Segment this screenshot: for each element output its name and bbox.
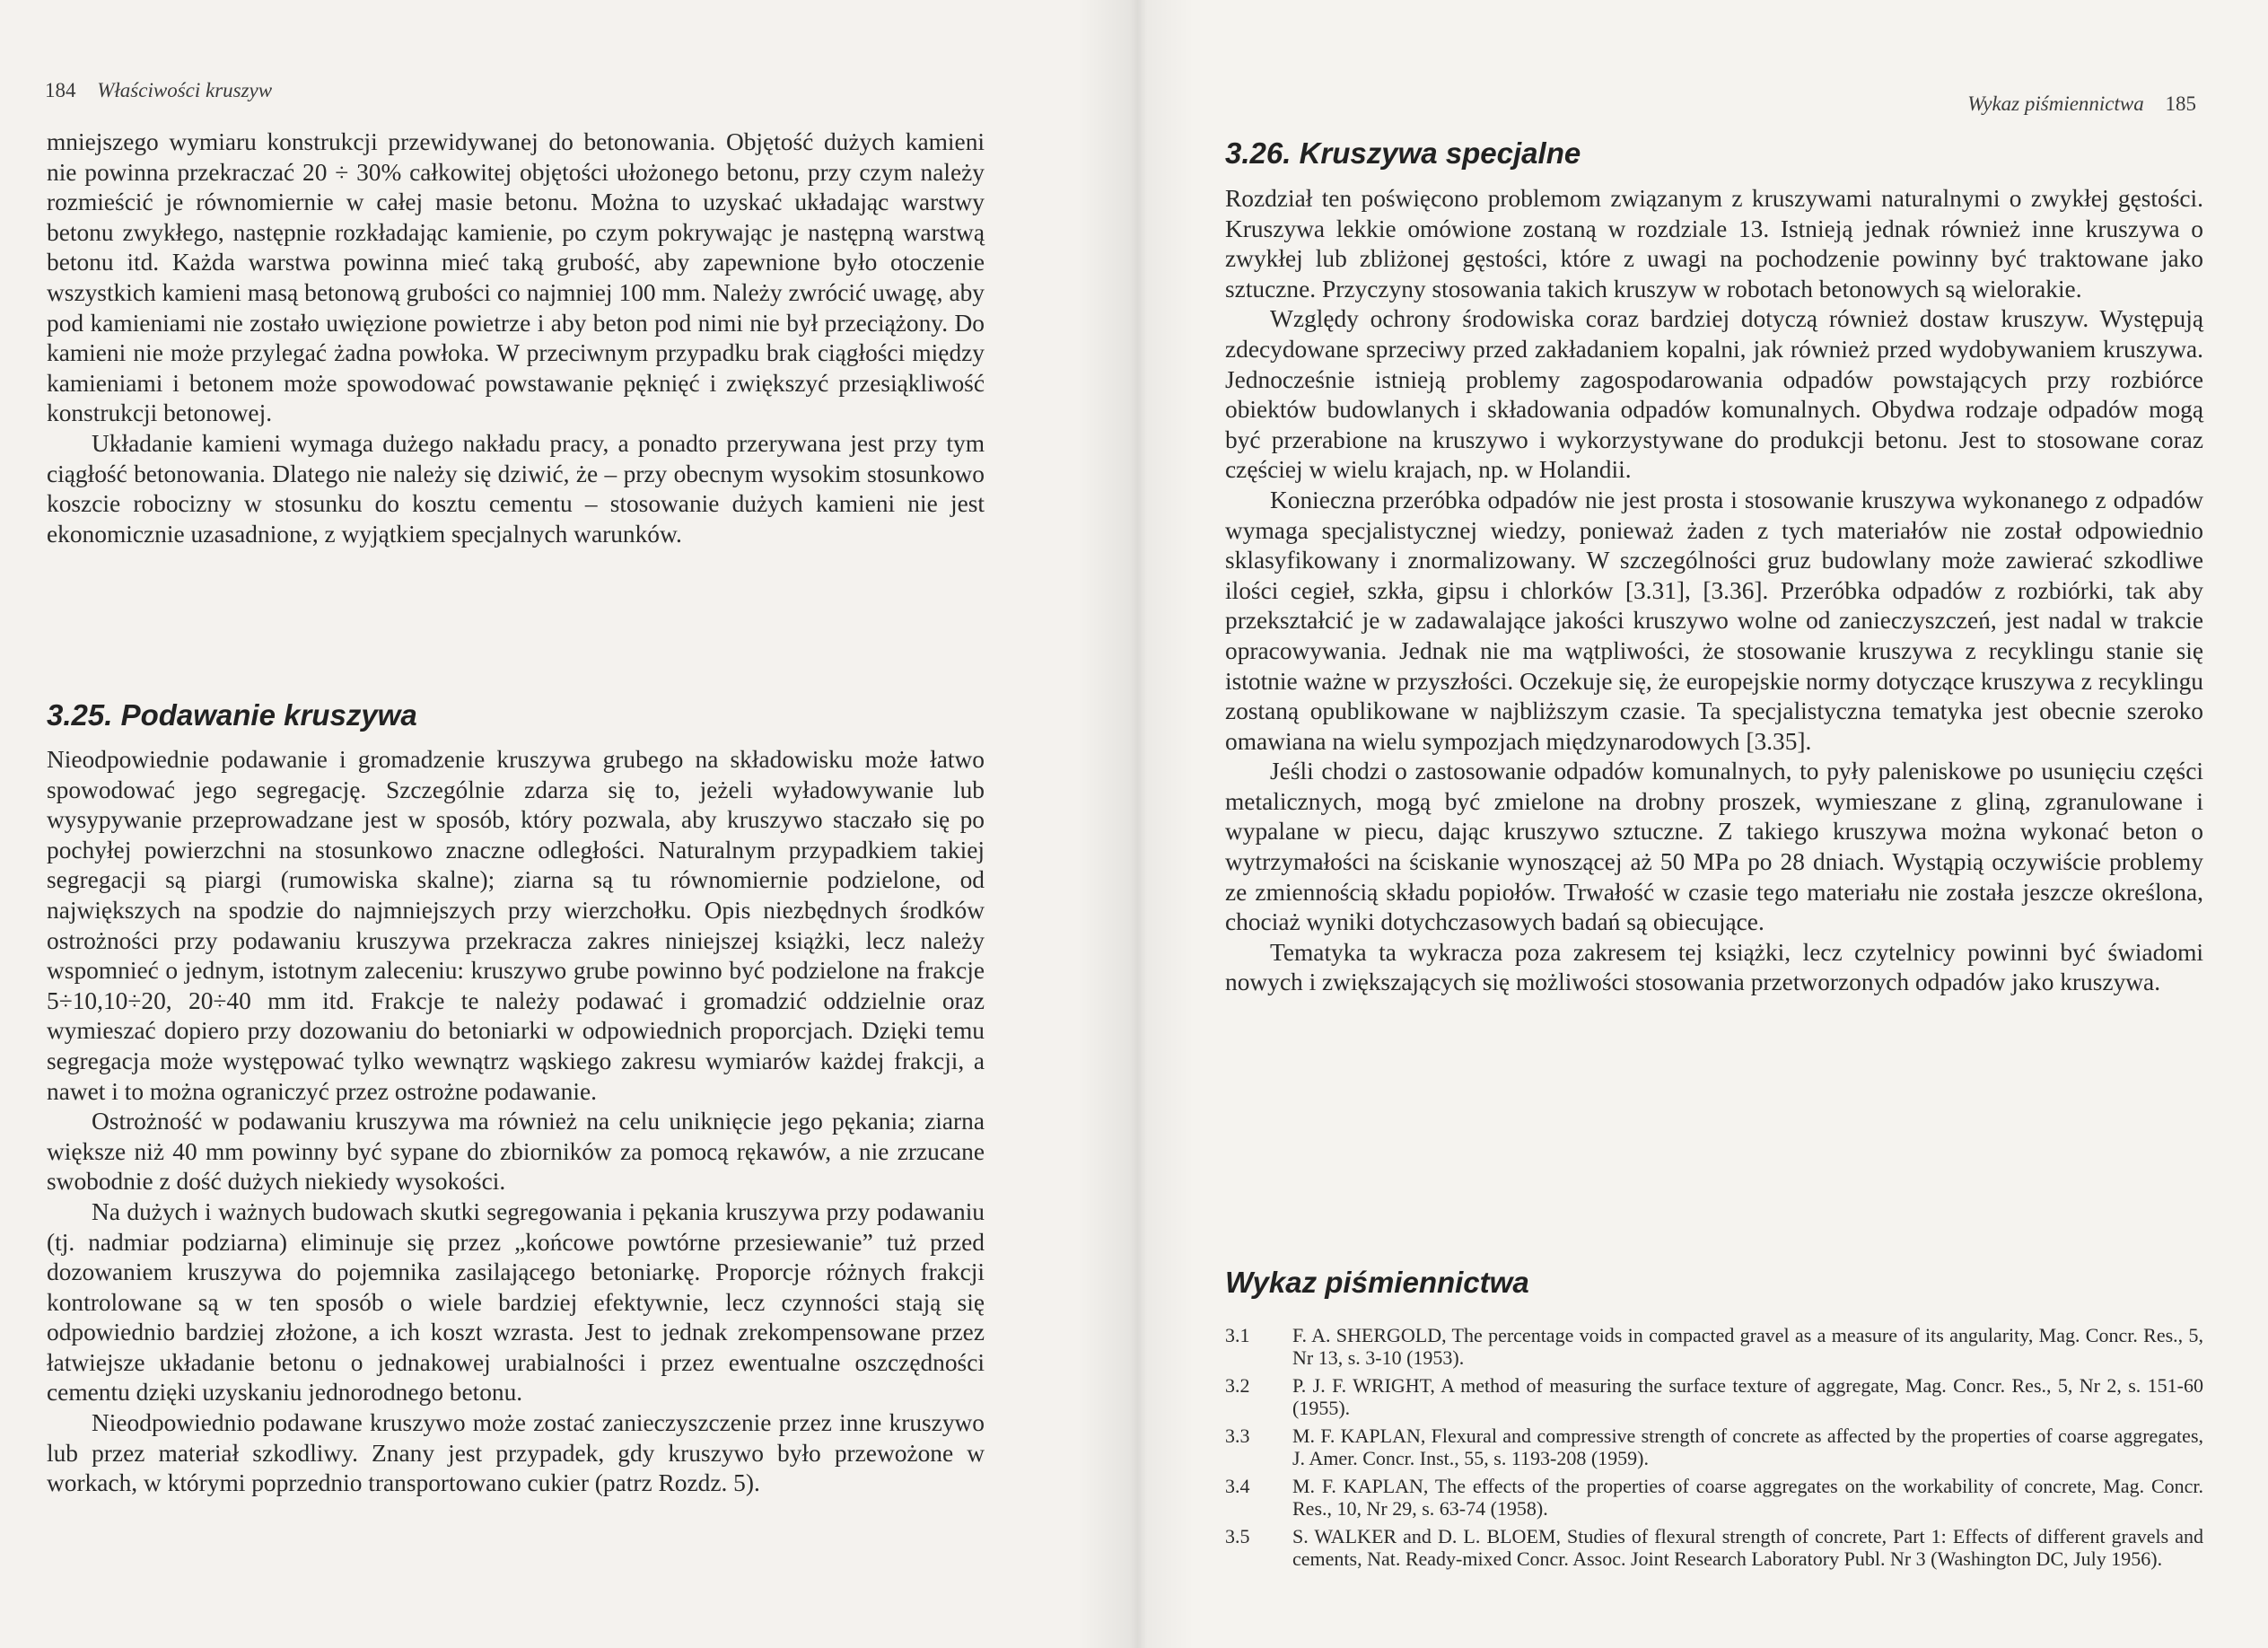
left-running-title: Właściwości kruszyw [97,79,273,101]
left-page [0,0,1133,1648]
paragraph: Względy ochrony środowiska coraz bardziej dotyczą również dostaw kruszyw. Występują zdecydowane sprzeciwy przed zakładaniem kopalni, jak również przed wydobywaniem kruszywa. Jednocześnie istnieją problemy zagospodarowania odpadów powstających przy rozbiórce obiektów budowlanych i składowania odpadów komunalnych. Obydwa rodzaje odpadów mogą być przerabione na kruszywo i wykorzystywane do produkcji betonu. Jest to stosowane coraz częściej w wielu krajach, np. w Holandii. [1225,305,2203,484]
paragraph: Układanie kamieni wymaga dużego nakładu pracy, a ponadto przerywana jest przy tym ciągłość betonowania. Dlatego nie należy się dziwić, że – przy obecnym wysokim stosunkowo koszcie robocizny w stosunku do kosztu cementu – stosowanie dużych kamieni nie jest ekonomicznie uzasadnione, z wyjątkiem specjalnych warunków. [47,429,985,548]
paragraph: Konieczna przeróbka odpadów nie jest prosta i stosowanie kruszywa wykonanego z odpadów wymaga specjalistycznej wiedzy, ponieważ żaden z tych materiałów nie został odpowiednio sklasyfikowany i znormalizowany. W szczególności gruz budowlany może zawierać szkodliwe ilości cegieł, szkła, gipsu i chlorków [3.31], [3.36]. Przeróbka odpadów z rozbiórki, tak aby przekształcić je w zadawalające jakości kruszywo wolne od zanieczyszczeń, jest nadal w trakcie opracowywania. Jednak nie ma wątpliwości, że stosowanie kruszywa z recyklingu stanie się istotnie ważne w przyszłości. Oczekuje się, że europejskie normy dotyczące kruszywa z recyklingu zostaną opublikowane w najbliższym czasie. Ta specjalistyczna tematyka jest obecnie szeroko omawiana na wielu sympozjach międzynarodowych [3.35]. [1225,486,2203,755]
book-gutter-shadow [1077,0,1194,1648]
left-top-text [47,127,985,549]
left-section-text [47,745,985,1499]
references-list [1225,1324,2203,1575]
paragraph: Ostrożność w podawaniu kruszywa ma również na celu uniknięcie jego pękania; ziarna większe niż 40 mm powinny być sypane do zbiorników za pomocą rękawów, a nie zrzucane swobodnie z dość dużych niekiedy wysokości. [47,1108,985,1196]
paragraph: Nieodpowiednio podawane kruszywo może zostać zanieczyszczenie przez inne kruszywo lub przez materiał szkodliwy. Znany jest przypadek, gdy kruszywo było przewożone w workach, w którymi poprzednio transportowano cukier (patrz Rozdz. 5). [47,1409,985,1497]
reference-number: 3.1 [1225,1324,1250,1346]
reference-item [1225,1324,2203,1369]
right-section-text [1225,184,2203,998]
references-heading: Wykaz piśmiennictwa [1225,1266,1529,1299]
paragraph: Tematyka ta wykracza poza zakresem tej książki, lecz czytelnicy powinni być świadomi nowych i zwiększających się możliwości stosowania przetworzonych odpadów jako kruszywa. [1225,938,2203,996]
paragraph: Rozdział ten poświęcono problemom związanym z kruszywami naturalnymi o zwykłej gęstości. Kruszywa lekkie omówione zostaną w rozdziale 13. Istnieją jednak również inne kruszywa o zwykłej lub zbliżonej gęstości, które z uwagi na pochodzenie powinny być traktowane jako sztuczne. Przyczyny stosowania takich kruszyw w robotach betonowych są wielorakie. [1225,185,2203,302]
reference-text: M. F. KAPLAN, Flexural and compressive strength of concrete as affected by the properties of coarse aggregates, J. Amer. Concr. Inst., 55, s. 1193-208 (1959). [1292,1424,2203,1469]
paragraph: Nieodpowiednie podawanie i gromadzenie kruszywa grubego na składowisku może łatwo spowodować jego segregację. Szczególnie zdarza się to, jeżeli wyładowywanie lub wysypywanie przeprowadzane jest w sposób, który pozwala, aby kruszywo staczało się po pochyłej powierzchni na stosunkowo znaczne odległości. Naturalnym przypadkiem takiej segregacji są piargi (rumowiska skalne); ziarna są tu równomiernie podzielone, od największych na spodzie do najmniejszych przy wierzchołku. Opis niezbędnych środków ostrożności przy podawaniu kruszywa przekracza zakres niniejszej książki, lecz należy wspomnieć o jednym, istotnym zaleceniu: kruszywo grube powinno być podzielone na frakcje 5÷10,10÷20, 20÷40 mm itd. Frakcje te należy podawać i gromadzić oddzielnie oraz wymieszać dopiero przy dozowaniu do betoniarki w odpowiednich proporcjach. Dzięki temu segregacja może występować tylko wewnątrz wąskiego zakresu wymiarów każdej frakcji, a nawet i to można ograniczyć przez ostrożne podawanie. [47,746,985,1105]
right-page [1133,0,2268,1648]
section-heading-3-25: 3.25. Podawanie kruszywa [47,698,417,732]
reference-item [1225,1525,2203,1570]
paragraph: Jeśli chodzi o zastosowanie odpadów komunalnych, to pyły paleniskowe po usunięciu części metalicznych, mogą być zmielone na drobny proszek, wymieszane z gliną, zgranulowane i wypalane w piecu, dając kruszywo sztuczne. Z takiego kruszywa można wykonać beton o wytrzymałości na ściskanie wynoszącej aż 50 MPa po 28 dniach. Wystąpią oczywiście problemy ze zmiennością składu popiołów. Trwałość w czasie tego materiału nie została jeszcze określona, chociaż wyniki dotychczasowych badań są obiecujące. [1225,758,2203,936]
reference-number: 3.3 [1225,1424,1250,1447]
reference-text: M. F. KAPLAN, The effects of the properties of coarse aggregates on the workability of concrete, Mag. Concr. Res., 10, Nr 29, s. 63-74 (1958). [1292,1475,2203,1520]
right-running-head [1967,92,2196,116]
left-running-head [45,79,272,102]
reference-number: 3.5 [1225,1525,1250,1547]
reference-text: S. WALKER and D. L. BLOEM, Studies of flexural strength of concrete, Part 1: Effects of different gravels and cements, Nat. Ready-mixed Concr. Assoc. Joint Research Laboratory Publ. Nr 3 (Washington DC, July 1956). [1292,1525,2203,1570]
reference-text: P. J. F. WRIGHT, A method of measuring the surface texture of aggregate, Mag. Concr. Res., 5, Nr 2, s. 151-60 (1955). [1292,1374,2203,1419]
right-running-title: Wykaz piśmiennictwa [1967,92,2144,115]
reference-text: F. A. SHERGOLD, The percentage voids in compacted gravel as a measure of its angularity, Mag. Concr. Res., 5, Nr 13, s. 3-10 (1953). [1292,1324,2203,1369]
paragraph: mniejszego wymiaru konstrukcji przewidywanej do betonowania. Objętość dużych kamieni nie powinna przekraczać 20 ÷ 30% całkowitej objętości ułożonego betonu, przy czym należy rozmieścić je równomiernie w całej masie betonu. Można to uzyskać układając warstwy betonu zwykłego, następnie rozkładając kamienie, po czym pokrywając je następną warstwą betonu itd. Każda warstwa powinna mieć taką grubość, aby zapewnione było otoczenie wszystkich kamieni masą betonową grubości co najmniej 100 mm. Należy zwrócić uwagę, aby pod kamieniami nie zostało uwięzione powietrze i aby beton pod nimi nie był przeciążony. Do kamieni nie może przylegać żadna powłoka. W przeciwnym przypadku brak ciągłości między kamieniami i betonem może spowodować powstawanie pęknięć i zwiększyć przesiąkliwość konstrukcji betonowej. [47,128,985,427]
reference-item [1225,1424,2203,1469]
reference-item [1225,1475,2203,1520]
reference-item [1225,1374,2203,1419]
reference-number: 3.4 [1225,1475,1250,1497]
reference-number: 3.2 [1225,1374,1250,1397]
paragraph: Na dużych i ważnych budowach skutki segregowania i pękania kruszywa przy podawaniu (tj. nadmiar podziarna) eliminuje się przez „końcowe powtórne przesiewanie” tuż przed dozowaniem kruszywa do pojemnika zasilającego betoniarkę. Proporcje różnych frakcji kontrolowane są w ten sposób o wiele bardziej efektywnie, lecz czynności stają się odpowiednio bardziej złożone, a ich koszt wzrasta. Jest to jednak zrekompensowane przez łatwiejsze układanie betonu o jednakowej urabialności i przez ewentualne oszczędności cementu dzięki uzyskaniu jednorodnego betonu. [47,1197,985,1407]
left-page-number: 184 [45,79,76,101]
section-heading-3-26: 3.26. Kruszywa specjalne [1225,136,1581,170]
right-page-number: 185 [2165,92,2196,115]
